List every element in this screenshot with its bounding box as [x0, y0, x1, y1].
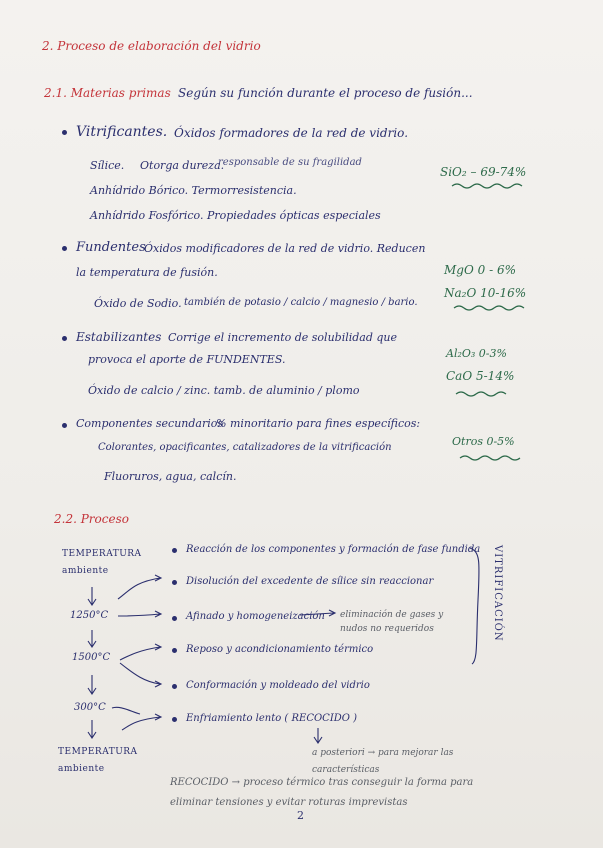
sodio-key: Óxido de Sodio. — [94, 297, 182, 310]
estabilizantes-desc2: provoca el aporte de FUNDENTES. — [88, 353, 286, 366]
fosforico-line: Anhídrido Fosfórico. Propiedades ópticas especiales — [90, 209, 381, 222]
secundarios-desc: % minoritario para fines específicos: — [216, 417, 421, 430]
step-reaccion: Reacción de los componentes y formación de fase fundida — [186, 544, 481, 555]
silice-text: Otorga dureza. — [140, 159, 225, 172]
section-title: 2. Proceso de elaboración del vidrio — [42, 39, 261, 53]
al2o3-formula: Al₂O₃ 0-3% — [446, 347, 507, 360]
recocido-note: a posteriori → para mejorar las características — [312, 748, 454, 776]
secundarios-label: Componentes secundarios — [76, 417, 224, 430]
step-conformacion: Conformación y moldeado del vidrio — [186, 680, 370, 691]
temp-ambiente-start: TEMPERATURA ambiente — [62, 549, 142, 577]
subsection-2-title: 2.2. Proceso — [54, 512, 129, 526]
colorantes-line: Colorantes, opacificantes, catalizadores de la vitrificación — [98, 442, 392, 453]
step-afinado: Afinado y homogeneización — [186, 611, 325, 622]
estabilizantes-label: Estabilizantes — [76, 330, 162, 344]
estabilizantes-desc: Corrige el incremento de solubilidad que — [168, 331, 398, 344]
borico-line: Anhídrido Bórico. Termorresistencia. — [90, 184, 297, 197]
temp-1250: 1250°C — [70, 610, 109, 621]
recocido-definition: RECOCIDO → proceso térmico tras conseguir la forma para eliminar tensiones y evitar roturas imprevistas — [170, 777, 474, 808]
fundentes-label: Fundentes — [76, 240, 146, 255]
sio2-formula: SiO₂ – 69-74% — [440, 165, 527, 179]
na2o-formula: Na₂O 10-16% — [444, 286, 527, 300]
fundentes-desc2: la temperatura de fusión. — [76, 266, 218, 279]
temp-ambiente-end: TEMPERATURA ambiente — [58, 747, 138, 775]
step-disolucion: Disolución del excedente de sílice sin reaccionar — [186, 576, 434, 587]
fluoruros-line: Fluoruros, agua, calcín. — [104, 470, 237, 483]
subsection-1-title: 2.1. Materias primas — [44, 86, 171, 100]
cao-formula: CaO 5-14% — [446, 369, 515, 383]
temp-300: 300°C — [74, 702, 106, 713]
vitrificantes-label: Vitrificantes. — [76, 124, 168, 140]
step-enfriamiento: Enfriamiento lento ( RECOCIDO ) — [186, 713, 358, 724]
page-number: 2 — [297, 809, 304, 822]
step-reposo: Reposo y acondicionamiento térmico — [186, 644, 374, 655]
silice-key: Sílice. — [90, 159, 125, 172]
subsection-1-subtitle: Según su función durante el proceso de fusión... — [178, 86, 473, 100]
temp-1500: 1500°C — [72, 652, 111, 663]
afinado-note: eliminación de gases y nudos no requeridos — [340, 610, 444, 635]
vitrificantes-desc: Óxidos formadores de la red de vidrio. — [174, 126, 409, 140]
calcio-line: Óxido de calcio / zinc. tamb. de aluminio / plomo — [88, 384, 360, 397]
mgo-formula: MgO 0 - 6% — [444, 263, 516, 277]
fundentes-desc: Óxidos modificadores de la red de vidrio. Reducen — [144, 242, 426, 255]
vitrificacion-label: VITRIFICACIÓN — [492, 545, 503, 642]
sodio-text: también de potasio / calcio / magnesio / bario. — [184, 297, 418, 308]
otros-formula: Otros 0-5% — [452, 435, 515, 448]
silice-note: responsable de su fragilidad — [218, 157, 362, 168]
